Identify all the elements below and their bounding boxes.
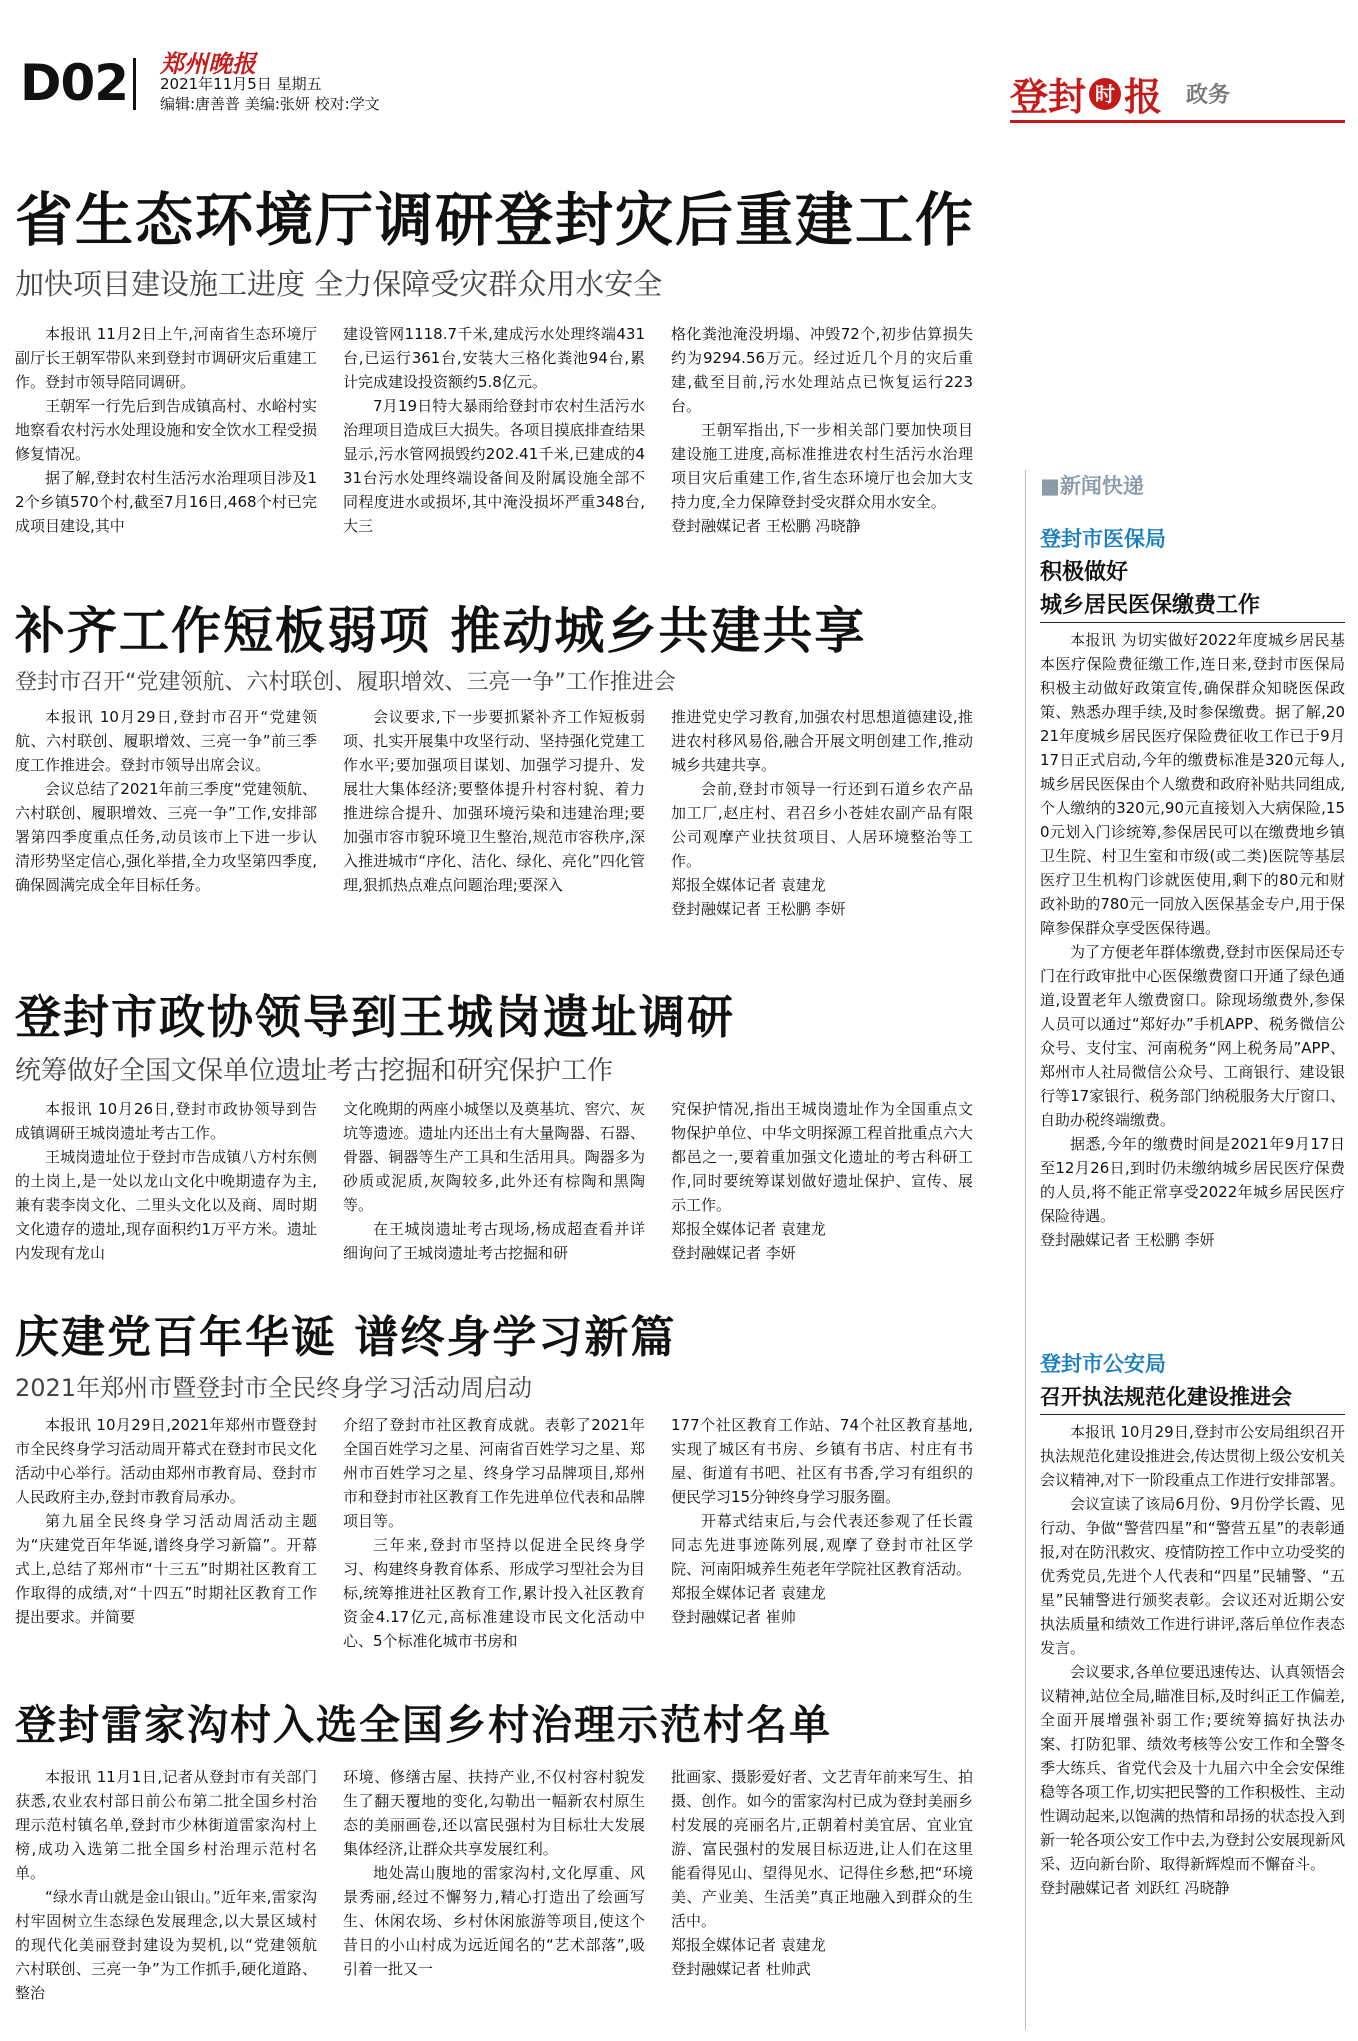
masthead-rule (1010, 120, 1345, 123)
article5-c3-p1: 批画家、摄影爱好者、文艺青年前来写生、拍摄、创作。如今的雷家沟村已成为登封美丽乡村发展的亮丽名片,正朝着村美宜居、宜业宜游、富民强村的发展目标迈进,让人们在这里能看得见山、望得见水、记得住乡愁,把“环境美、产业美、生活美”真正地融入到群众的生活中。 (671, 1768, 973, 1930)
sidebar-news2-byline: 登封融媒记者 刘跃红 冯晓静 (1040, 1879, 1230, 1897)
article4-col3 (671, 1413, 973, 1629)
article3-col1 (15, 1097, 317, 1265)
brand-b: 时 (1089, 78, 1121, 110)
article4-c2-p1: 介绍了登封市社区教育成就。表彰了2021年全国百姓学习之星、河南省百姓学习之星、郑州市百姓学习之星、终身学习品牌项目,郑州市和登封市社区教育工作先进单位代表和品牌项目等。 (343, 1416, 645, 1530)
article2-title: 补齐工作短板弱项 推动城乡共建共享 (15, 602, 867, 660)
article3-c1-p1: 本报讯 10月26日,登封市政协领导到告成镇调研王城岗遗址考古工作。 (15, 1100, 317, 1142)
article4-col2 (343, 1413, 645, 1653)
sidebar-news1-rule (1040, 622, 1345, 623)
article2-c1-p1: 本报讯 10月29日,登封市召开“党建领航、六村联创、履职增效、三亮一争”前三季度工作推进会。登封市领导出席会议。 (15, 708, 317, 774)
sidebar-news1-p1: 本报讯 为切实做好2022年度城乡居民基本医疗保险费征缴工作,连日来,登封市医保局积极主动做好政策宣传,确保群众知晓医保政策、熟悉办理手续,及时参保缴费。据了解,2021年度城乡居民医疗保险费征收工作已于9月17日正式启动,今年的缴费标准是320元每人,城乡居民医保由个人缴费和政府补贴共同组成,个人缴纳的320元,90元直接划入大病保险,150元划入门诊统筹,参保居民可以在缴费地乡镇卫生院、村卫生室和市级(或二类)医院等基层医疗卫生机构门诊就医使用,剩下的80元和财政补助的780元一同放入医保基金专户,用于保障参保群众享受医保待遇。 (1040, 631, 1345, 937)
sidebar-news2-title: 召开执法规范化建设推进会 (1040, 1385, 1292, 1409)
article1-col1 (15, 322, 317, 538)
brand-a: 登封 (1010, 75, 1087, 119)
article3-byline2: 登封融媒记者 李妍 (671, 1244, 796, 1262)
paper-name-logo: 郑州晚报 (160, 49, 256, 78)
article1-c1-p3: 据了解,登封农村生活污水治理项目涉及12个乡镇570个村,截至7月16日,468个村已完成项目建设,其中 (15, 469, 317, 535)
article4-c3-p2: 开幕式结束后,与会代表还参观了任长霞同志先进事迹陈列展,观摩了登封市社区学院、河南阳城养生苑老年学院社区教育活动。 (671, 1512, 973, 1578)
sidebar-news1-body (1040, 628, 1345, 1252)
article4-col1 (15, 1413, 317, 1629)
article1-c1-p1: 本报讯 11月2日上午,河南省生态环境厅副厅长王朝军带队来到登封市调研灾后重建工作。登封市领导陪同调研。 (15, 325, 317, 391)
article2-subtitle: 登封市召开“党建领航、六村联创、履职增效、三亮一争”工作推进会 (15, 670, 676, 695)
article4-subtitle: 2021年郑州市暨登封市全民终身学习活动周启动 (15, 1374, 533, 1402)
article3-title: 登封市政协领导到王城岗遗址调研 (15, 990, 735, 1044)
article5-byline1: 郑报全媒体记者 袁建龙 (671, 1936, 826, 1954)
article1-c3-p1: 格化粪池淹没坍塌、冲毁72个,初步估算损失约为9294.56万元。经过近几个月的灾后重建,截至目前,污水处理站点已恢复运行223台。 (671, 325, 973, 415)
article1-col3 (671, 322, 973, 538)
article4-byline2: 登封融媒记者 崔帅 (671, 1608, 796, 1626)
article4-c1-p2: 第九届全民终身学习活动周活动主题为“庆建党百年华诞,谱终身学习新篇”。开幕式上,总结了郑州市“十三五”时期社区教育工作取得的成绩,对“十四五”时期社区教育工作提出要求。并简要 (15, 1512, 317, 1626)
article3-c2-p1: 文化晚期的两座小城堡以及奠基坑、窖穴、灰坑等遗迹。遗址内还出土有大量陶器、石器、骨器、铜器等生产工具和生活用具。陶器多为砂质或泥质,灰陶较多,此外还有棕陶和黑陶等。 (343, 1100, 645, 1214)
article5-col3 (671, 1765, 973, 1981)
sidebar-news1-byline: 登封融媒记者 王松鹏 李妍 (1040, 1231, 1215, 1249)
page-number: D02 (20, 54, 129, 112)
article5-c1-p1: 本报讯 11月1日,记者从登封市有关部门获悉,农业农村部日前公布第二批全国乡村治理示范村镇名单,登封市少林街道雷家沟村上榜,成功入选第二批全国乡村治理示范村名单。 (15, 1768, 317, 1882)
article1-subtitle: 加快项目建设施工进度 全力保障受灾群众用水安全 (15, 267, 663, 301)
masthead-divider (133, 58, 136, 110)
sidebar-news2-p3: 会议要求,各单位要迅速传达、认真领悟会议精神,站位全局,瞄准目标,及时纠正工作偏差,全面开展增强补弱工作;要统筹搞好执法办案、打防犯罪、绩效考核等公安工作和全警冬季大练兵、省党代会及十九届六中全会安保维稳等各项工作,切实把民警的工作积极性、主动性调动起来,以饱满的热情和昂扬的状态投入到新一轮各项公安工作中去,为登封公安展现新风采、迈向新台阶、取得新辉煌而不懈奋斗。 (1040, 1663, 1345, 1873)
article2-col3 (671, 705, 973, 921)
article1-c2-p1: 建设管网1118.7千米,建成污水处理终端431台,已运行361台,安装大三格化粪池94台,累计完成建设投资额约5.8亿元。 (343, 325, 645, 391)
sidebar-divider (1025, 470, 1026, 2030)
article3-c2-p2: 在王城岗遗址考古现场,杨成超查看并详细询问了王城岗遗址考古挖掘和研 (343, 1220, 645, 1262)
sidebar-news2-body (1040, 1420, 1345, 1900)
article5-title: 登封雷家沟村入选全国乡村治理示范村名单 (15, 1701, 832, 1749)
article4-title: 庆建党百年华诞 谱终身学习新篇 (15, 1312, 677, 1363)
article4-c1-p1: 本报讯 10月29日,2021年郑州市暨登封市全民终身学习活动周开幕式在登封市民文化活动中心举行。活动由郑州市教育局、登封市人民政府主办,登封市教育局承办。 (15, 1416, 317, 1506)
article2-byline2: 登封融媒记者 王松鹏 李妍 (671, 900, 846, 918)
article5-col2 (343, 1765, 645, 1981)
article1-c2-p2: 7月19日特大暴雨给登封市农村生活污水治理项目造成巨大损失。各项目摸底排查结果显示,污水管网损毁约202.41千米,已建成的431台污水处理终端设备间及附属设施全部不同程度进水或损坏,其中淹没损坏严重348台,大三 (343, 397, 645, 535)
sidebar-news1-source: 登封市医保局 (1040, 527, 1166, 551)
article3-byline1: 郑报全媒体记者 袁建龙 (671, 1220, 826, 1238)
article3-c1-p2: 王城岗遗址位于登封市告成镇八方村东侧的土岗上,是一处以龙山文化中晚期遗存为主,兼有裴李岗文化、二里头文化以及商、周时期文化遗存的遗址,现存面积约1万平方米。遗址内发现有龙山 (15, 1148, 317, 1262)
article5-c2-p1: 环境、修缮古屋、扶持产业,不仅村容村貌发生了翻天覆地的变化,勾勒出一幅新农村原生态的美丽画卷,还以富民强村为目标壮大发展集体经济,让群众共享发展红利。 (343, 1768, 645, 1858)
article2-byline1: 郑报全媒体记者 袁建龙 (671, 876, 826, 894)
sidebar-news1-title1: 积极做好 (1040, 560, 1129, 585)
brand-c: 报 (1124, 75, 1163, 119)
article3-c3-p1: 究保护情况,指出王城岗遗址作为全国重点文物保护单位、中华文明探源工程首批重点六大都邑之一,要着重加强文化遗址的考古科研工作,同时要统筹谋划做好遗址保护、宣传、展示工作。 (671, 1100, 973, 1214)
article5-byline2: 登封融媒记者 杜帅武 (671, 1960, 811, 1978)
sidebar-news1-p3: 据悉,今年的缴费时间是2021年9月17日至12月26日,到时仍未缴纳城乡居民医疗保费的人员,将不能正常享受2022年城乡居民医疗保险待遇。 (1040, 1135, 1345, 1225)
article3-col2 (343, 1097, 645, 1265)
sidebar-news1-p2: 为了方便老年群体缴费,登封市医保局还专门在行政审批中心医保缴费窗口开通了绿色通道,设置老年人缴费窗口。除现场缴费外,参保人员可以通过“郑好办”手机APP、税务微信公众号、支付宝、河南税务“网上税务局”APP、郑州市人社局微信公众号、工商银行、建设银行等17家银行、税务部门纳税服务大厅窗口、自助办税终端缴费。 (1040, 943, 1345, 1129)
article2-c3-p1: 推进党史学习教育,加强农村思想道德建设,推进农村移风易俗,融合开展文明创建工作,推动城乡共建共享。 (671, 708, 973, 774)
article1-title: 省生态环境厅调研登封灾后重建工作 (15, 186, 976, 254)
section-name: 政务 (1186, 83, 1231, 108)
issue-date: 2021年11月5日 星期五 (160, 75, 322, 93)
article5-col1 (15, 1765, 317, 2005)
article4-byline1: 郑报全媒体记者 袁建龙 (671, 1584, 826, 1602)
article2-c1-p2: 会议总结了2021年前三季度“党建领航、六村联创、履职增效、三亮一争”工作,安排部署第四季度重点任务,动员该市上下进一步认清形势坚定信心,强化举措,全力攻坚第四季度,确保圆满完成全年目标任务。 (15, 780, 317, 894)
article4-c3-p1: 177个社区教育工作站、74个社区教育基地,实现了城区有书房、乡镇有书店、村庄有书屋、街道有书吧、社区有书香,学习有组织的便民学习15分钟终身学习服务圈。 (671, 1416, 973, 1506)
article5-c1-p2: “绿水青山就是金山银山。”近年来,雷家沟村牢固树立生态绿色发展理念,以大景区域村的现代化美丽登封建设为契机,以“党建领航 六村联创、三亮一争”为工作抓手,硬化道路、整治 (15, 1888, 317, 2002)
sidebar-news2-p2: 会议宣读了该局6月份、9月份学长霞、见行动、争做“警营四星”和“警营五星”的表彰通报,对在防汛救灾、疫情防控工作中立功受奖的优秀党员,先进个人代表和“四星”民辅警、“五星”民辅警进行颁奖表彰。会议还对近期公安执法质量和绩效工作进行讲评,落后单位作表态发言。 (1040, 1495, 1345, 1657)
sidebar-news2-rule (1040, 1414, 1345, 1415)
sidebar-news2-source: 登封市公安局 (1040, 1352, 1166, 1376)
article2-col2 (343, 705, 645, 897)
article3-subtitle: 统筹做好全国文保单位遗址考古挖掘和研究保护工作 (15, 1056, 614, 1086)
article5-c2-p2: 地处嵩山腹地的雷家沟村,文化厚重、风景秀丽,经过不懈努力,精心打造出了绘画写生、休闲农场、乡村休闲旅游等项目,使这个昔日的小山村成为远近闻名的“艺术部落”,吸引着一批又一 (343, 1864, 645, 1978)
editor-credits: 编辑:唐善普 美编:张妍 校对:学文 (160, 95, 380, 113)
sidebar-header: ■新闻快递 (1040, 474, 1144, 498)
article1-c1-p2: 王朝军一行先后到告成镇高村、水峪村实地察看农村污水处理设施和安全饮水工程受损修复情况。 (15, 397, 317, 463)
brand-tag (1010, 66, 1230, 118)
article2-col1 (15, 705, 317, 897)
sidebar-news1-title2: 城乡居民医保缴费工作 (1040, 593, 1261, 618)
article4-c2-p2: 三年来,登封市坚持以促进全民终身学习、构建终身教育体系、形成学习型社会为目标,统筹推进社区教育工作,累计投入社区教育资金4.17亿元,高标准建设市民文化活动中心、5个标准化城市书房和 (343, 1536, 645, 1650)
article2-c2-p1: 会议要求,下一步要抓紧补齐工作短板弱项、扎实开展集中攻坚行动、坚持强化党建工作水平;要加强项目谋划、加强学习提升、发展壮大集体经济;要整体提升村容村貌、着力推进综合提升、加强环境污染和违建治理;要加强市容市貌环境卫生整治,规范市容秩序,深入推进城市“序化、洁化、绿化、亮化”四化管理,狠抓热点难点问题治理;要深入 (343, 708, 645, 894)
sidebar-news2-p1: 本报讯 10月29日,登封市公安局组织召开执法规范化建设推进会,传达贯彻上级公安机关会议精神,对下一阶段重点工作进行安排部署。 (1040, 1423, 1345, 1489)
article3-col3 (671, 1097, 973, 1265)
article1-byline: 登封融媒记者 王松鹏 冯晓静 (671, 517, 861, 535)
article2-c3-p2: 会前,登封市领导一行还到石道乡农产品加工厂,赵庄村、君召乡小苍娃农副产品有限公司观摩产业扶贫项目、人居环境整治等工作。 (671, 780, 973, 870)
article1-col2 (343, 322, 645, 538)
article1-c3-p2: 王朝军指出,下一步相关部门要加快项目建设施工进度,高标准推进农村生活污水治理项目灾后重建工作,省生态环境厅也会加大支持力度,全力保障登封受灾群众用水安全。 (671, 421, 973, 511)
